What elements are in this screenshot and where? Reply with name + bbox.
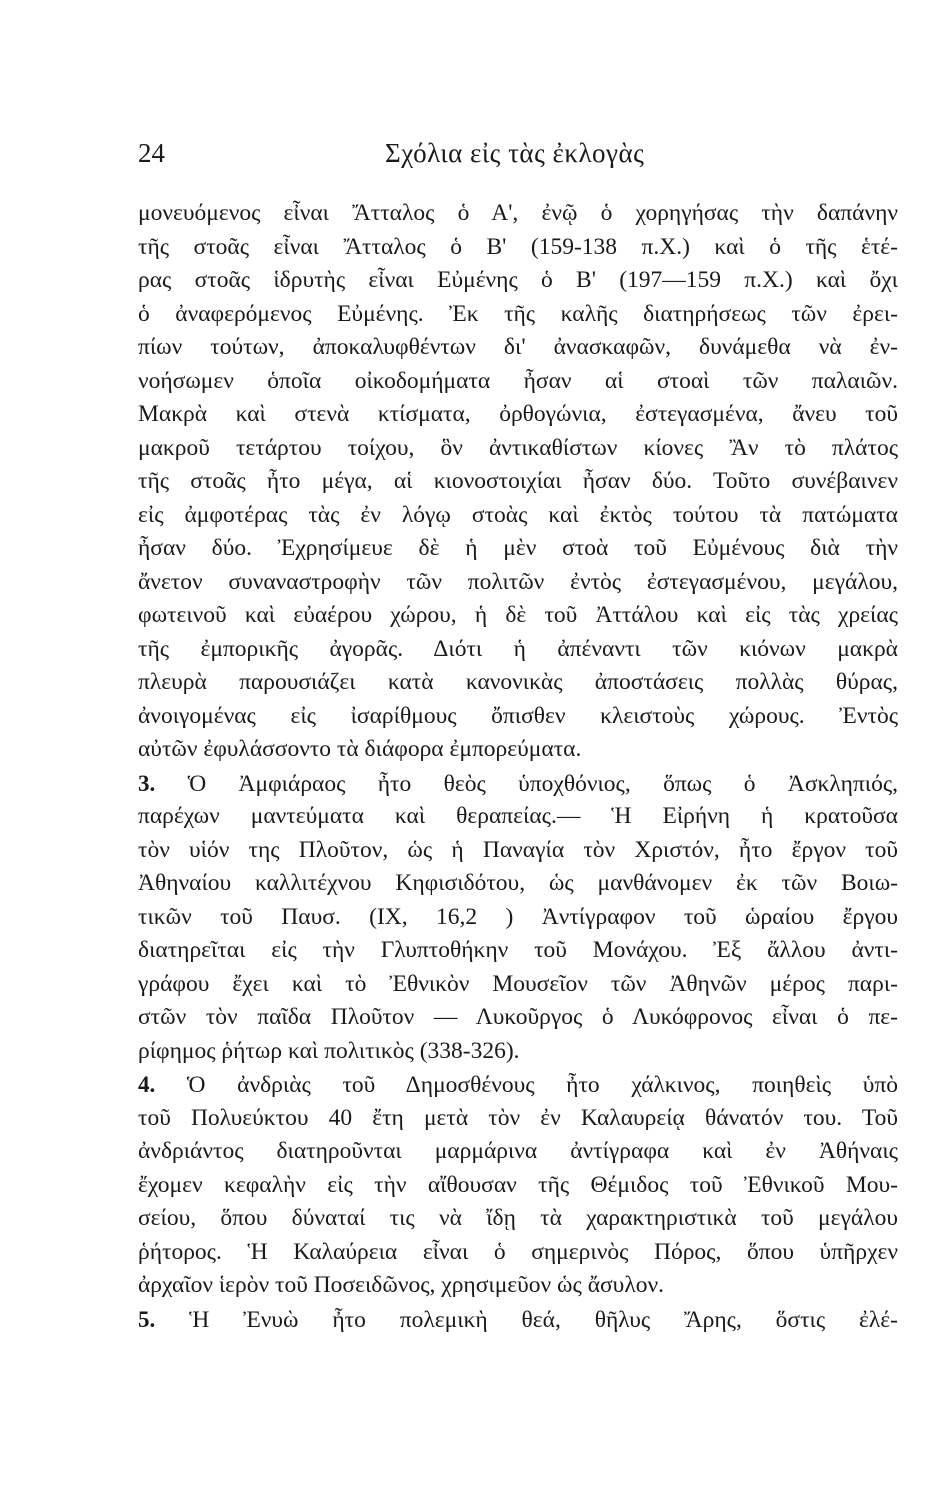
text-line xyxy=(138,666,898,700)
line-text: μονευόμενος εἶναι Ἄτταλος ὁ Α', ἐνῷ ὁ χορηγήσας τὴν δαπάνην xyxy=(138,200,898,226)
body-text xyxy=(138,197,898,1336)
text-line xyxy=(138,901,898,935)
line-text: στῶν τὸν παῖδα Πλοῦτον — Λυκοῦργος ὁ Λυκόφρονος εἶναι ὁ πε- xyxy=(138,1004,898,1030)
line-text: Ἀθηναίου καλλιτέχνου Κηφισιδότου, ὡς μανθάνομεν ἐκ τῶν Βοιω- xyxy=(138,870,898,896)
text-line xyxy=(138,331,898,365)
text-line xyxy=(138,298,898,332)
line-text: τὸν υἱόν της Πλοῦτον, ὡς ἡ Παναγία τὸν Χριστόν, ἦτο ἔργον τοῦ xyxy=(138,836,898,863)
text-line xyxy=(138,1236,898,1270)
line-text: ἦσαν δύο. Ἐχρησίμευε δὲ ἡ μὲν στοὰ τοῦ Εὐμένους διὰ τὴν xyxy=(138,535,898,561)
line-text: Ἡ Ἐνυὼ ἦτο πολεμικὴ θεά, θῆλυς Ἄρης, ὅστις ἐλέ- xyxy=(189,1306,898,1333)
page-number: 24 xyxy=(138,138,165,168)
line-text: Ὁ ἀνδριὰς τοῦ Δημοσθένους ἦτο χάλκινος, ποιηθεὶς ὑπὸ xyxy=(186,1072,898,1098)
text-line xyxy=(138,1269,898,1303)
line-text: ὁ ἀναφερόμενος Εὐμένης. Ἐκ τῆς καλῆς διατηρήσεως τῶν ἐρει- xyxy=(138,300,898,327)
line-text: τοῦ Πολυεύκτου 40 ἔτη μετὰ τὸν ἐν Καλαυρείᾳ θάνατόν του. Τοῦ xyxy=(138,1104,898,1131)
line-text: τῆς στοᾶς εἶναι Ἄτταλος ὁ Β' (159-138 π.Χ.) καὶ ὁ τῆς ἑτέ- xyxy=(138,233,898,260)
text-line xyxy=(138,432,898,466)
section-number: 3. xyxy=(138,770,156,796)
section-number: 4. xyxy=(138,1072,156,1097)
text-line xyxy=(138,499,898,533)
text-line xyxy=(138,231,898,265)
line-text: γράφου ἔχει καὶ τὸ Ἐθνικὸν Μουσεῖον τῶν Ἀθηνῶν μέρος παρι- xyxy=(138,970,898,997)
text-line xyxy=(138,834,898,868)
text-line xyxy=(138,197,898,231)
text-line xyxy=(138,1202,898,1236)
line-text: διατηρεῖται εἰς τὴν Γλυπτοθήκην τοῦ Μονάχου. Ἐξ ἄλλου ἀντι- xyxy=(138,937,898,963)
text-line xyxy=(138,1001,898,1035)
line-text: σείου, ὅπου δύναταί τις νὰ ἴδῃ τὰ χαρακτηριστικὰ τοῦ μεγάλου xyxy=(138,1205,898,1231)
page-header xyxy=(138,138,898,178)
text-line xyxy=(138,1135,898,1169)
line-text: Ὁ Ἀμφιάραος ἦτο θεὸς ὑποχθόνιος, ὅπως ὁ Ἀσκληπιός, xyxy=(187,770,898,797)
text-line xyxy=(138,800,898,834)
line-text: αὐτῶν ἐφυλάσσοντο τὰ διάφορα ἐμπορεύματα. xyxy=(138,736,582,762)
line-text: νοήσωμεν ὁποῖα οἰκοδομήματα ἦσαν αἱ στοαὶ τῶν παλαιῶν. xyxy=(138,367,898,394)
line-text: πίων τούτων, ἀποκαλυφθέντων δι' ἀνασκαφῶν, δυνάμεθα νὰ ἐν- xyxy=(138,334,898,360)
text-line xyxy=(138,1102,898,1136)
text-line xyxy=(138,934,898,968)
text-line xyxy=(138,867,898,901)
text-line xyxy=(138,365,898,399)
text-line xyxy=(138,532,898,566)
line-text: ρίφημος ῥήτωρ καὶ πολιτικὸς (338-326). xyxy=(138,1037,520,1064)
line-text: μακροῦ τετάρτου τοίχου, ὃν ἀντικαθίστων κίονες Ἂν τὸ πλάτος xyxy=(138,434,898,461)
text-line xyxy=(138,1303,898,1337)
line-text: ῥήτορος. Ἡ Καλαύρεια εἶναι ὁ σημερινὸς Πόρος, ὅπου ὑπῆρχεν xyxy=(138,1238,898,1265)
text-line xyxy=(138,465,898,499)
section-number: 5. xyxy=(138,1306,156,1332)
text-line xyxy=(138,968,898,1002)
text-line xyxy=(138,1068,898,1102)
text-line xyxy=(138,1035,898,1069)
line-text: ἔχομεν κεφαλὴν εἰς τὴν αἴθουσαν τῆς Θέμιδος τοῦ Ἐθνικοῦ Μου- xyxy=(138,1171,898,1198)
line-text: φωτεινοῦ καὶ εὐαέρου χώρου, ἡ δὲ τοῦ Ἀττάλου καὶ εἰς τὰς χρείας xyxy=(138,602,898,628)
line-text: ἀνδριάντος διατηροῦνται μαρμάρινα ἀντίγραφα καὶ ἐν Ἀθήναις xyxy=(138,1138,898,1164)
line-text: ἀρχαῖον ἱερὸν τοῦ Ποσειδῶνος, χρησιμεῦον ὡς ἄσυλον. xyxy=(138,1272,664,1298)
line-text: ρας στοᾶς ἱδρυτὴς εἶναι Εὐμένης ὁ Β' (197—159 π.Χ.) καὶ ὄχι xyxy=(138,267,898,293)
text-line xyxy=(138,398,898,432)
text-line xyxy=(138,1169,898,1203)
line-text: πλευρὰ παρουσιάζει κατὰ κανονικὰς ἀποστάσεις πολλὰς θύρας, xyxy=(138,669,898,695)
text-line xyxy=(138,264,898,298)
running-title: Σχόλια εἰς τὰς ἐκλογὰς xyxy=(385,138,645,168)
line-text: ἄνετον συναναστροφὴν τῶν πολιτῶν ἐντὸς ἐστεγασμένου, μεγάλου, xyxy=(138,568,898,595)
text-line xyxy=(138,566,898,600)
line-text: παρέχων μαντεύματα καὶ θεραπείας.— Ἡ Εἰρήνη ἡ κρατοῦσα xyxy=(138,803,898,829)
line-text: τῆς ἐμπορικῆς ἀγορᾶς. Διότι ἡ ἀπέναντι τῶν κιόνων μακρὰ xyxy=(138,635,898,662)
text-line xyxy=(138,767,898,801)
line-text: τικῶν τοῦ Παυσ. (ΙΧ, 16,2 ) Ἀντίγραφον τοῦ ὡραίου ἔργου xyxy=(138,903,898,930)
line-text: τῆς στοᾶς ἦτο μέγα, αἱ κιονοστοιχίαι ἦσαν δύο. Τοῦτο συνέβαινεν xyxy=(138,468,898,494)
text-line xyxy=(138,599,898,633)
line-text: ἀνοιγομένας εἰς ἰσαρίθμους ὄπισθεν κλειστοὺς χώρους. Ἐντὸς xyxy=(138,702,898,729)
text-line xyxy=(138,633,898,667)
text-line xyxy=(138,733,898,767)
text-line xyxy=(138,700,898,734)
line-text: εἰς ἀμφοτέρας τὰς ἐν λόγῳ στοὰς καὶ ἐκτὸς τούτου τὰ πατώματα xyxy=(138,501,898,528)
line-text: Μακρὰ καὶ στενὰ κτίσματα, ὀρθογώνια, ἐστεγασμένα, ἄνευ τοῦ xyxy=(138,401,898,427)
